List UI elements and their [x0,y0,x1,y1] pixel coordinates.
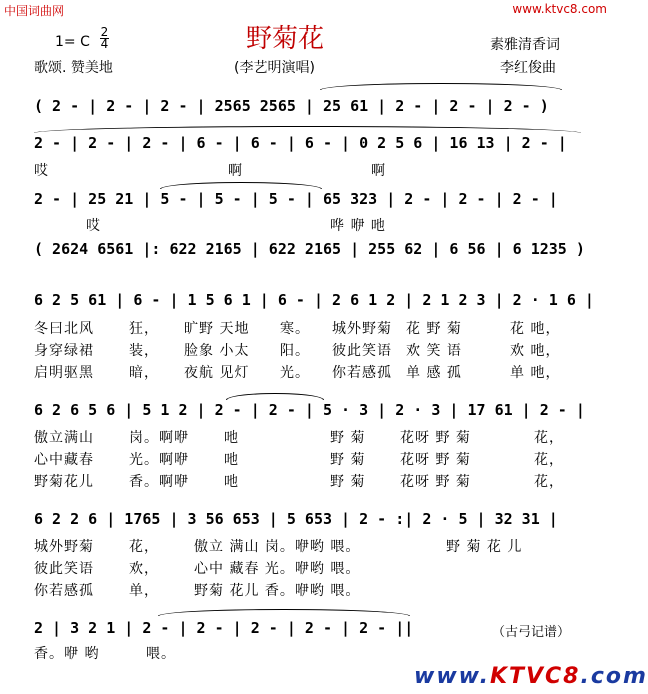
song-title: 野菊花 [246,24,325,54]
composer-label: 李红俊曲 [500,60,556,76]
lyric-cell: 心中 藏春 光。咿哟 喂。 [194,561,361,577]
lyric-cell: 花呀 野 菊 [400,430,471,446]
site-watermark-left: 中国词曲网 [4,4,65,18]
lyric-cell: 旷野 天地 [184,321,250,337]
notation-row-7: 6 2 2 6 | 1765 | 3 56 653 | 5 653 | 2 - :| 2 · 5 | 32 31 | [34,510,558,528]
lyric-cell: 启明驱黑 [34,365,94,381]
lyric-cell: 哗 咿 吔 [330,218,386,234]
lyric-cell: 野 菊 [330,452,366,468]
lyric-cell: 城外野菊 [332,321,392,337]
lyric-cell: 吔 [224,452,239,468]
lyric-cell: 寒。 [280,321,310,337]
lyric-cell: 欢 吔， [510,343,561,359]
lyric-cell: 阳。 [280,343,310,359]
lyric-cell: 彼此笑语 [332,343,392,359]
lyric-cell: 欢 笑 语 [406,343,462,359]
lyric-cell: 野菊 花儿 香。咿哟 喂。 [194,583,361,599]
lyric-cell: 花 吔， [510,321,561,337]
lyric-cell: 彼此笑语 [34,561,94,577]
lyric-cell: 单 感 孤 [406,365,462,381]
lyric-cell: 花， [129,539,159,555]
lyric-cell: 香。咿 哟 [34,646,100,662]
tie-arc [226,393,324,400]
tie-arc [320,83,562,90]
lyricist-label: 素雅清香词 [490,37,560,53]
lyric-cell: 傲立 满山 岗。咿哟 喂。 [194,539,361,555]
lyric-cell: 啊 [228,163,243,179]
lyric-cell: 狂， [129,321,159,337]
lyric-cell: 吔 [224,474,239,490]
lyric-cell: 冬曰北风 [34,321,94,337]
time-top: 2 [100,25,109,39]
lyric-cell: 身穿绿裙 [34,343,94,359]
notation-row-1: ( 2 - | 2 - | 2 - | 2565 2565 | 25 61 | 2 - | 2 - | 2 - ) [34,97,549,115]
lyric-cell: 野菊花儿 [34,474,94,490]
lyric-cell: 你若感孤 [34,583,94,599]
time-bottom: 4 [100,37,109,51]
lyric-cell: 城外野菊 [34,539,94,555]
key-signature: 1= C [55,34,90,50]
notation-source: （古弓记谱） [492,625,571,640]
tie-arc [34,126,581,133]
lyric-cell: 傲立满山 [34,430,94,446]
lyric-cell: 啊 [371,163,386,179]
time-signature [100,27,109,50]
lyric-cell: 花， [534,430,564,446]
lyric-cell: 花， [534,452,564,468]
lyric-cell: 花 野 菊 [406,321,462,337]
lyric-cell: 你若感孤 [332,365,392,381]
lyric-cell: 花呀 野 菊 [400,474,471,490]
lyric-cell: 花呀 野 菊 [400,452,471,468]
lyric-cell: 哎 [86,218,101,234]
notation-row-3: 2 - | 25 21 | 5 - | 5 - | 5 - | 65 323 | 2 - | 2 - | 2 - | [34,190,558,208]
site-watermark-right: www.ktvc8.com [512,2,607,16]
tie-arc [160,182,322,189]
footer-tld: .com [580,664,648,689]
lyric-cell: 光。啊咿 [129,452,189,468]
genre-label: 歌颂. 赞美地 [34,60,113,76]
singer-label: (李艺明演唱) [234,60,315,76]
notation-row-2: 2 - | 2 - | 2 - | 6 - | 6 - | 6 - | 0 2 5 6 | 16 13 | 2 - | [34,134,567,152]
lyric-cell: 光。 [280,365,310,381]
lyric-cell: 单 吔， [510,365,561,381]
lyric-cell: 夜航 见灯 [184,365,250,381]
lyric-cell: 暗， [129,365,159,381]
tie-arc [158,609,410,616]
lyric-cell: 野 菊 花 儿 [446,539,523,555]
lyric-cell: 欢， [129,561,159,577]
lyric-cell: 岗。啊咿 [129,430,189,446]
lyric-cell: 喂。 [146,646,176,662]
footer-watermark [414,664,648,689]
notation-row-8: 2 | 3 2 1 | 2 - | 2 - | 2 - | 2 - | 2 - || [34,619,414,637]
lyric-cell: 哎 [34,163,49,179]
lyric-cell: 香。啊咿 [129,474,189,490]
lyric-cell: 野 菊 [330,430,366,446]
lyric-cell: 单， [129,583,159,599]
notation-row-6: 6 2 6 5 6 | 5 1 2 | 2 - | 2 - | 5 · 3 | 2 · 3 | 17 61 | 2 - | [34,401,585,419]
footer-brand: KTVC8 [489,664,581,689]
lyric-cell: 花， [534,474,564,490]
lyric-cell: 心中藏春 [34,452,94,468]
notation-row-5: 6 2 5 61 | 6 - | 1 5 6 1 | 6 - | 2 6 1 2 | 2 1 2 3 | 2 · 1 6 | [34,291,594,309]
lyric-cell: 装， [129,343,159,359]
lyric-cell: 脸象 小太 [184,343,250,359]
lyric-cell: 野 菊 [330,474,366,490]
notation-row-4: ( 2624 6561 |: 622 2165 | 622 2165 | 255 62 | 6 56 | 6 1235 ) [34,240,585,258]
footer-www: www. [414,664,490,689]
lyric-cell: 吔 [224,430,239,446]
